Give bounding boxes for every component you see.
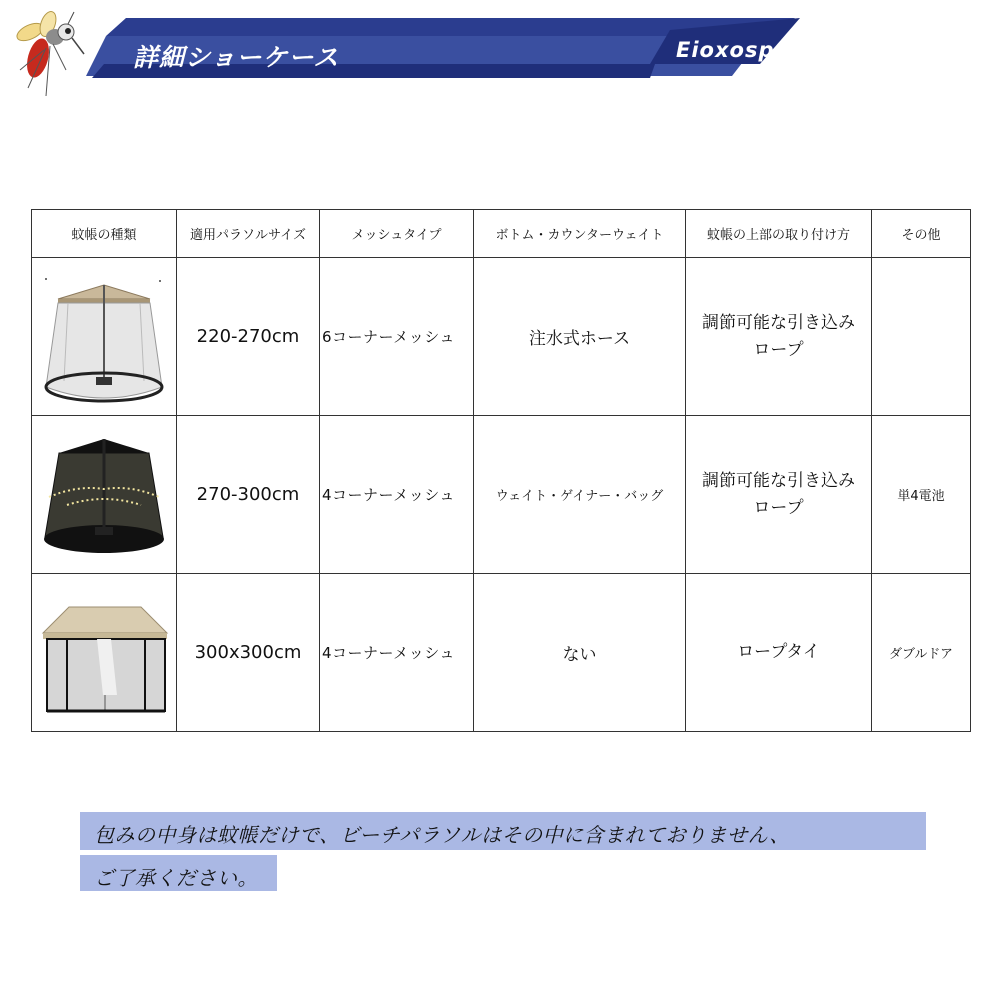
round-umbrella-net-lights-image (37, 427, 171, 562)
mesh-text: 6コーナーメッシュ (322, 328, 455, 346)
mesh-cell (320, 258, 474, 416)
product-image-round-beige (32, 258, 177, 416)
size-cell: 300x300cm (177, 574, 320, 732)
header-bottom-weight: ボトム・カウンターウェイト (474, 210, 686, 258)
attach-line1: ロープタイ (737, 642, 820, 662)
other-cell: ダブルドア (872, 574, 971, 732)
banner-title: 詳細ショーケース (133, 43, 340, 72)
table-row (32, 258, 971, 416)
attach-line1: 調節可能な引き込み (702, 312, 855, 333)
size-cell: 270-300cm (177, 416, 320, 574)
product-image-round-black (32, 416, 177, 574)
weight-cell: ウェイト・ゲイナー・バッグ (474, 416, 686, 574)
other-cell (872, 258, 971, 416)
attach-cell (686, 416, 872, 574)
weight-cell: ない (474, 574, 686, 732)
note-line1: 包みの中身は蚊帳だけで、ビーチパラソルはその中に含まれておりません、 (94, 823, 790, 847)
attach-line2: ロープ (753, 497, 804, 518)
product-image-gazebo (32, 574, 177, 732)
note-line2: ご了承ください。 (94, 866, 258, 890)
attach-cell (686, 574, 872, 732)
other-cell: 単4電池 (872, 416, 971, 574)
header-top-attachment: 蚊帳の上部の取り付け方 (686, 210, 872, 258)
header-umbrella-size: 適用パラソルサイズ (177, 210, 320, 258)
header-net-type: 蚊帳の種類 (32, 210, 177, 258)
attach-line1: 調節可能な引き込み (702, 470, 855, 491)
header-mesh-type: メッシュタイプ (320, 210, 474, 258)
size-cell: 220-270cm (177, 258, 320, 416)
mesh-text: 4コーナーメッシュ (322, 644, 455, 662)
mesh-cell (320, 574, 474, 732)
square-gazebo-net-image (37, 585, 171, 720)
attach-cell (686, 258, 872, 416)
table-header-row (32, 210, 971, 258)
comparison-table (31, 209, 971, 732)
mesh-text: 4コーナーメッシュ (322, 486, 455, 504)
table-row (32, 416, 971, 574)
weight-cell: 注水式ホース (474, 258, 686, 416)
mesh-cell (320, 416, 474, 574)
brand-name: Eioxosp (676, 38, 775, 62)
attach-line2: ロープ (753, 339, 804, 360)
table-row (32, 574, 971, 732)
round-umbrella-net-image (38, 269, 170, 404)
header-other: その他 (872, 210, 971, 258)
